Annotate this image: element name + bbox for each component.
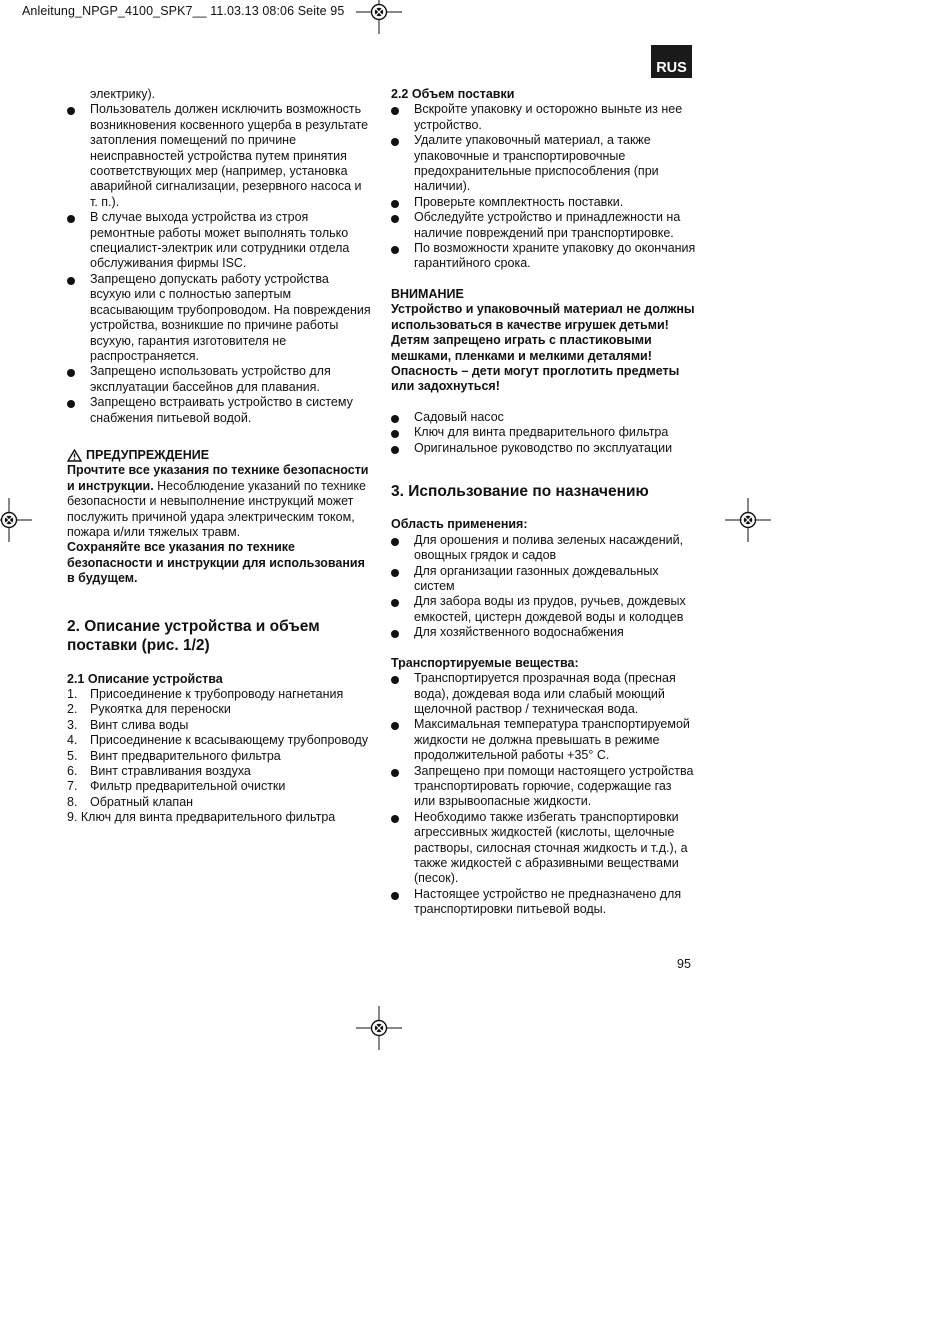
list-item: 8. Обратный клапан [67,794,194,809]
page-number: 95 [677,957,691,971]
list-item: Запрещено при помощи настоящего устройства транспортировать горючие, содержащие газ или взрывоопасные жидкости. [391,764,696,810]
list-item: Транспортируется прозрачная вода (пресная вода), дождевая вода или слабый моющий щелочной раствор / техническая вода. [391,671,696,717]
list-item: Настоящее устройство не предназначено для транспортировки питьевой воды. [391,887,696,918]
list-item: Оригинальное руководство по эксплуатации [391,441,696,456]
right-column [391,87,696,918]
print-slug: Anleitung_NPGP_4100_SPK7__ 11.03.13 08:06 Seite 95 [22,4,345,18]
subsection-heading: 2.1 Описание устройства [67,671,223,686]
list-item: 9. Ключ для винта предварительного фильтра [67,810,336,825]
parts-list [67,687,372,810]
list-item: 3. Винт слива воды [67,717,189,732]
subsection-heading: 2.2 Объем поставки [391,87,515,101]
list-item: Удалите упаковочный материал, а также упаковочные и транспортировочные предохранительные приспособления (при наличии). [391,133,696,195]
area-heading: Область применения: [391,517,528,532]
list-item: Обследуйте устройство и принадлежности на наличие повреждений при транспортировке. [391,210,696,241]
list-item: Садовый насос [391,410,696,425]
list-item: Пользователь должен исключить возможность возникновения косвенного ущерба в результате затопления помещений по причине неисправностей устройства путем принятия соответствующих мер (например, установка аварийной сигнализации, резервного насоса и т. п.). [67,102,372,210]
warning-bold-tail: Сохраняйте все указания по технике безопасности и инструкции для использования в будущем. [67,540,365,586]
list-item: Для забора воды из прудов, ручьев, дождевых емкостей, цистерн дождевой воды и колодцев [391,594,696,625]
list-item: 6. Винт стравливания воздуха [67,764,251,779]
list-item: Необходимо также избегать транспортировки агрессивных жидкостей (кислоты, щелочные растворы, силосная сточная жидкость и т.д.), а также жидкостей с абразивными веществами (песок). [391,810,696,887]
list-item: Для хозяйственного водоснабжения [391,625,696,640]
area-bullet-list [391,533,696,641]
warning-triangle-icon [67,449,82,462]
language-tab: RUS [651,45,692,78]
transport-heading: Транспортируемые вещества: [391,655,579,670]
list-item: По возможности храните упаковку до окончания гарантийного срока. [391,241,696,272]
safety-bullet-list [67,102,372,426]
list-item: Запрещено встраивать устройство в систему снабжения питьевой водой. [67,395,372,426]
list-item: Ключ для винта предварительного фильтра [391,425,696,440]
supply-bullet-list [391,102,696,271]
continued-line: электрику). [90,87,156,101]
list-item: 7. Фильтр предварительной очистки [67,779,286,794]
list-item: Проверьте комплектность поставки. [391,195,696,210]
list-item: Максимальная температура транспортируемой жидкости не должна превышать в режиме продолжительной работы +35° C. [391,717,696,763]
left-column [67,87,372,826]
warning-body: Несоблюдение указаний по технике безопасности и невыполнение инструкций может послужить причиной удара электрическим током, пожара и/или тяжелых травм. [67,478,366,539]
warning-heading [67,448,372,463]
list-item: 2. Рукоятка для переноски [67,702,231,717]
list-item: Для организации газонных дождевальных систем [391,564,696,595]
transport-bullet-list [391,671,696,918]
list-item: Запрещено допускать работу устройства всухую или с полностью запертым всасывающим трубопроводом. На повреждения устройства, возникшие по причине работы всухую, гарантия изготовителя не распространяется. [67,272,372,364]
registration-mark-icon [356,1006,402,1050]
list-item: 5. Винт предварительного фильтра [67,748,281,763]
list-item: 4. Присоединение к всасывающему трубопроводу [67,733,369,748]
warning-text [67,463,372,540]
list-item: В случае выхода устройства из строя ремонтные работы может выполнять только специалист-электрик или сотрудники отдела обслуживания фирмы ISC. [67,210,372,272]
registration-mark-icon [356,0,402,34]
registration-mark-icon [0,498,32,542]
contents-bullet-list [391,410,696,456]
list-item: Запрещено использовать устройство для эксплуатации бассейнов для плавания. [67,364,372,395]
warning-bold-lead: Прочтите все указания по технике безопасности и инструкции. [67,463,369,493]
list-item: Для орошения и полива зеленых насаждений, овощных грядок и садов [391,533,696,564]
section-heading: 2. Описание устройства и объем поставки (рис. 1/2) [67,617,320,655]
attention-text: Устройство и упаковочный материал не должны использоваться в качестве игрушек детьми! Детям запрещено играть с пластиковыми мешками, пленками и мелкими деталями! Опасность – дети могут проглотить предметы или задохнуться! [391,302,695,394]
registration-mark-icon [725,498,771,542]
list-item: Вскройте упаковку и осторожно выньте из нее устройство. [391,102,696,133]
section-heading: 3. Использование по назначению [391,482,649,500]
warning-title: ПРЕДУПРЕЖДЕНИЕ [86,447,210,462]
attention-heading: ВНИМАНИЕ [391,286,464,301]
list-item: 1. Присоединение к трубопроводу нагнетания [67,687,344,701]
